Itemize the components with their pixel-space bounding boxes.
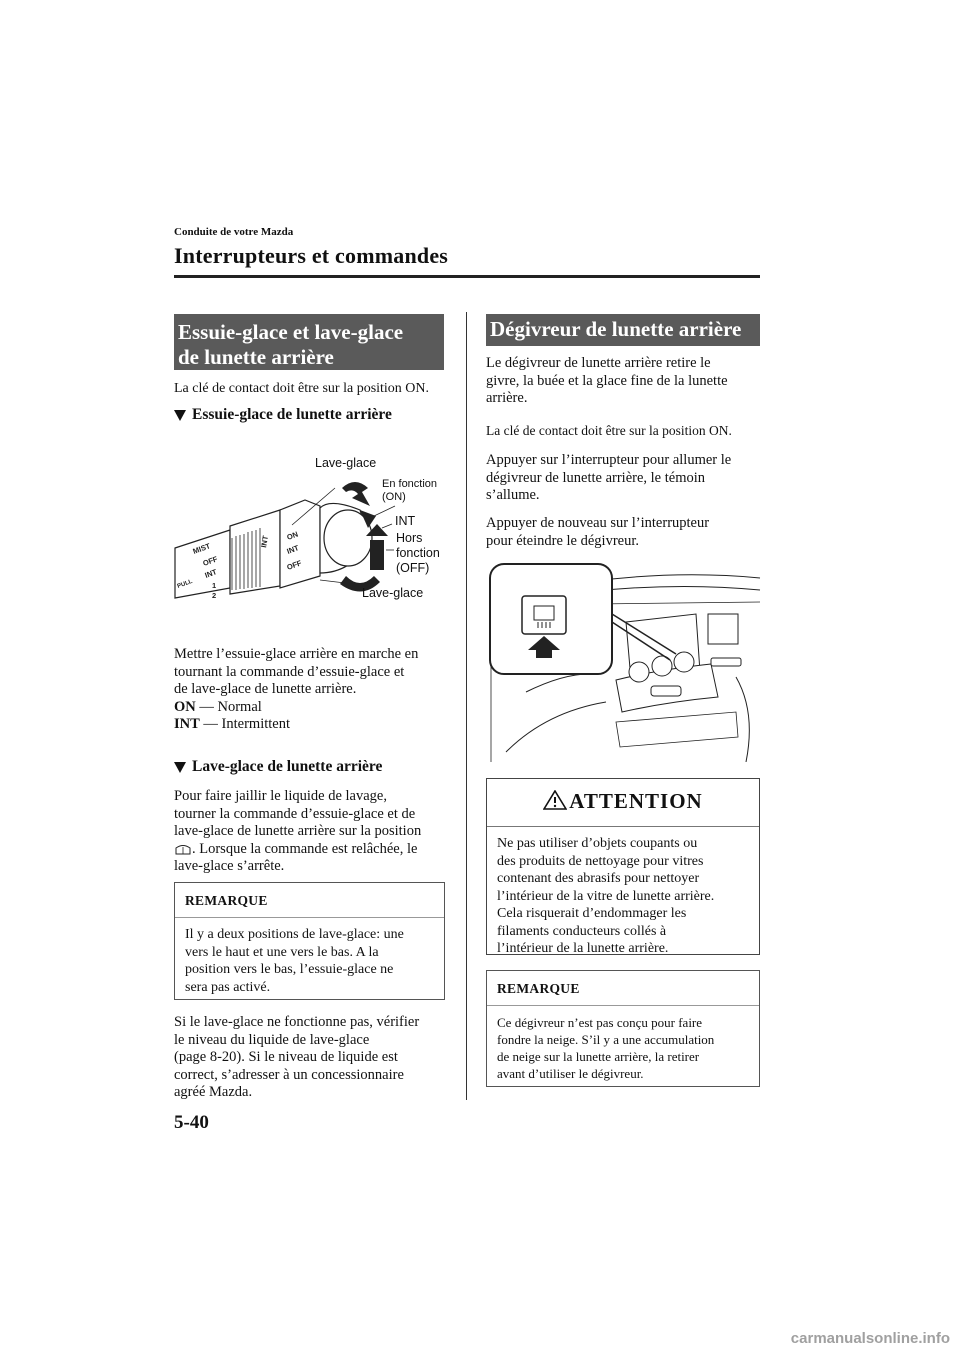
watermark: carmanualsonline.info	[790, 1330, 950, 1347]
int-definition	[174, 716, 418, 734]
int-key: INT	[174, 716, 200, 733]
label-en-fonction-line1: En fonction	[382, 478, 438, 490]
text-line: (page 8-20). Si le niveau de liquide est	[174, 1049, 398, 1066]
note-body	[175, 918, 444, 1004]
text-line: dégivreur de lunette arrière, le témoin	[486, 469, 706, 486]
stalk-1-label: 1	[212, 581, 217, 590]
section-heading-rear-wiper	[174, 314, 444, 370]
on-definition	[174, 699, 418, 717]
note-box-left	[174, 882, 445, 1000]
text-line: de neige sur la lunette arrière, la retirer	[497, 1049, 700, 1064]
text-line: lave-glace de lunette arrière sur la position	[174, 823, 422, 840]
chapter-label: Conduite de votre Mazda	[174, 226, 294, 238]
text-line: fondre la neige. S’il y a une accumulation	[497, 1032, 715, 1047]
int-desc: — Intermittent	[199, 716, 290, 733]
defroster-ignition-note: La clé de contact doit être sur la position ON.	[486, 423, 732, 438]
stalk-mist-label: MIST	[191, 541, 212, 556]
column-divider	[466, 312, 467, 1100]
text-line: Ne pas utiliser d’objets coupants ou	[497, 836, 698, 851]
attention-box	[486, 778, 760, 955]
stalk-off-label: OFF	[201, 554, 219, 568]
washer-symbol-icon	[174, 843, 192, 855]
warning-triangle-icon	[543, 790, 567, 816]
text-line: Ce dégivreur n’est pas conçu pour faire	[497, 1015, 703, 1030]
page-number: 5-40	[174, 1112, 209, 1133]
text-line: Il y a deux positions de lave-glace: une	[185, 927, 404, 942]
label-en-fonction	[382, 478, 437, 504]
text-line: le niveau du liquide de lave-glace	[174, 1031, 370, 1048]
subheading-rear-wiper	[174, 406, 392, 424]
label-hors-line3: (OFF)	[396, 561, 430, 575]
text-line: de lave-glace de lunette arrière.	[174, 681, 357, 698]
washer-position-line	[174, 841, 421, 859]
stalk-int2-label: INT	[259, 534, 271, 549]
text-line: Cela risquerait d’endommager les	[497, 906, 687, 921]
text-line: pour éteindre le dégivreur.	[486, 532, 639, 549]
attention-title: ATTENTION	[569, 789, 703, 813]
text-inline: . Lorsque la commande est relâchée, le	[192, 840, 418, 857]
header-rule	[174, 275, 760, 278]
subheading-text: Essuie-glace de lunette arrière	[192, 406, 392, 423]
ignition-note: La clé de contact doit être sur la position ON.	[174, 381, 430, 396]
text-line: lave-glace s’arrête.	[174, 858, 285, 875]
text-line: Appuyer sur l’interrupteur pour allumer le	[486, 452, 732, 468]
text-line: l’intérieur de la lunette arrière.	[497, 941, 669, 956]
washer-troubleshooting	[174, 1014, 419, 1102]
label-hors-line2: fonction	[396, 546, 440, 560]
text-line: Si le lave-glace ne fonctionne pas, vérifier	[174, 1014, 420, 1030]
page-title: Interrupteurs et commandes	[174, 243, 449, 268]
text-line: avant d’utiliser le dégivreur.	[497, 1066, 644, 1081]
text-line: tournant la commande d’essuie-glace et	[174, 663, 405, 680]
on-desc: — Normal	[195, 698, 262, 715]
subheading-text: Lave-glace de lunette arrière	[192, 758, 383, 775]
stalk-off2-label: OFF	[285, 558, 303, 572]
note-title: REMARQUE	[487, 971, 759, 1006]
text-line: filaments conducteurs collés à	[497, 923, 667, 939]
wiper-stalk-illustration	[170, 448, 460, 608]
note-body	[487, 1006, 759, 1090]
dashboard-illustration	[486, 562, 761, 762]
text-line: givre, la buée et la glace fine de la lunette	[486, 372, 728, 389]
attention-heading	[487, 779, 759, 827]
dashboard-figure	[486, 562, 761, 762]
label-hors-fonction	[396, 531, 440, 576]
stalk-on-label: ON	[285, 529, 300, 542]
note-title: REMARQUE	[175, 883, 444, 918]
text-line: des produits de nettoyage pour vitres	[497, 853, 704, 869]
defroster-on-instructions	[486, 452, 731, 505]
triangle-bullet-icon	[174, 410, 186, 421]
text-line: agréé Mazda.	[174, 1084, 253, 1101]
stalk-2-label: 2	[212, 591, 217, 600]
on-key: ON	[174, 698, 196, 715]
label-lave-glace-top: Lave-glace	[315, 456, 377, 470]
text-line: arrière.	[486, 390, 528, 407]
text-line: sera pas activé.	[185, 979, 271, 995]
text-line: Le dégivreur de lunette arrière retire le	[486, 355, 711, 371]
text-line: position vers le bas, l’essuie-glace ne	[185, 962, 394, 977]
attention-body	[487, 827, 759, 966]
defroster-off-instructions	[486, 515, 709, 550]
text-line: tourner la commande d’essuie-glace et de	[174, 805, 416, 822]
stalk-pull-label: PULL	[176, 578, 194, 590]
washer-instructions	[174, 788, 421, 876]
wiper-stalk-figure	[170, 448, 460, 608]
note-box-right	[486, 970, 760, 1087]
text-line: vers le haut et une vers le bas. A la	[185, 944, 379, 960]
section-heading-line1: Essuie-glace et lave-glace	[178, 320, 404, 344]
section-heading-line2: de lunette arrière	[178, 345, 334, 369]
text-line: contenant des abrasifs pour nettoyer	[497, 871, 700, 886]
text-line: Mettre l’essuie-glace arrière en marche en	[174, 646, 419, 662]
label-hors-line1: Hors	[396, 531, 423, 545]
section-heading-defroster: Dégivreur de lunette arrière	[486, 314, 760, 346]
defroster-intro	[486, 355, 728, 408]
wiper-instructions	[174, 646, 418, 734]
text-line: correct, s’adresser à un concessionnaire	[174, 1066, 404, 1083]
text-line: l’intérieur de la vitre de lunette arrière.	[497, 888, 715, 904]
text-line: Pour faire jaillir le liquide de lavage,	[174, 788, 387, 804]
triangle-bullet-icon	[174, 762, 186, 773]
stalk-int-label: INT	[203, 567, 219, 580]
label-en-fonction-line2: (ON)	[382, 491, 406, 503]
label-int: INT	[395, 514, 416, 528]
subheading-rear-washer	[174, 758, 382, 776]
stalk-int3-label: INT	[285, 543, 301, 556]
label-lave-glace-bottom: Lave-glace	[362, 586, 424, 600]
text-line: Appuyer de nouveau sur l’interrupteur	[486, 515, 710, 531]
text-line: s’allume.	[486, 487, 540, 504]
